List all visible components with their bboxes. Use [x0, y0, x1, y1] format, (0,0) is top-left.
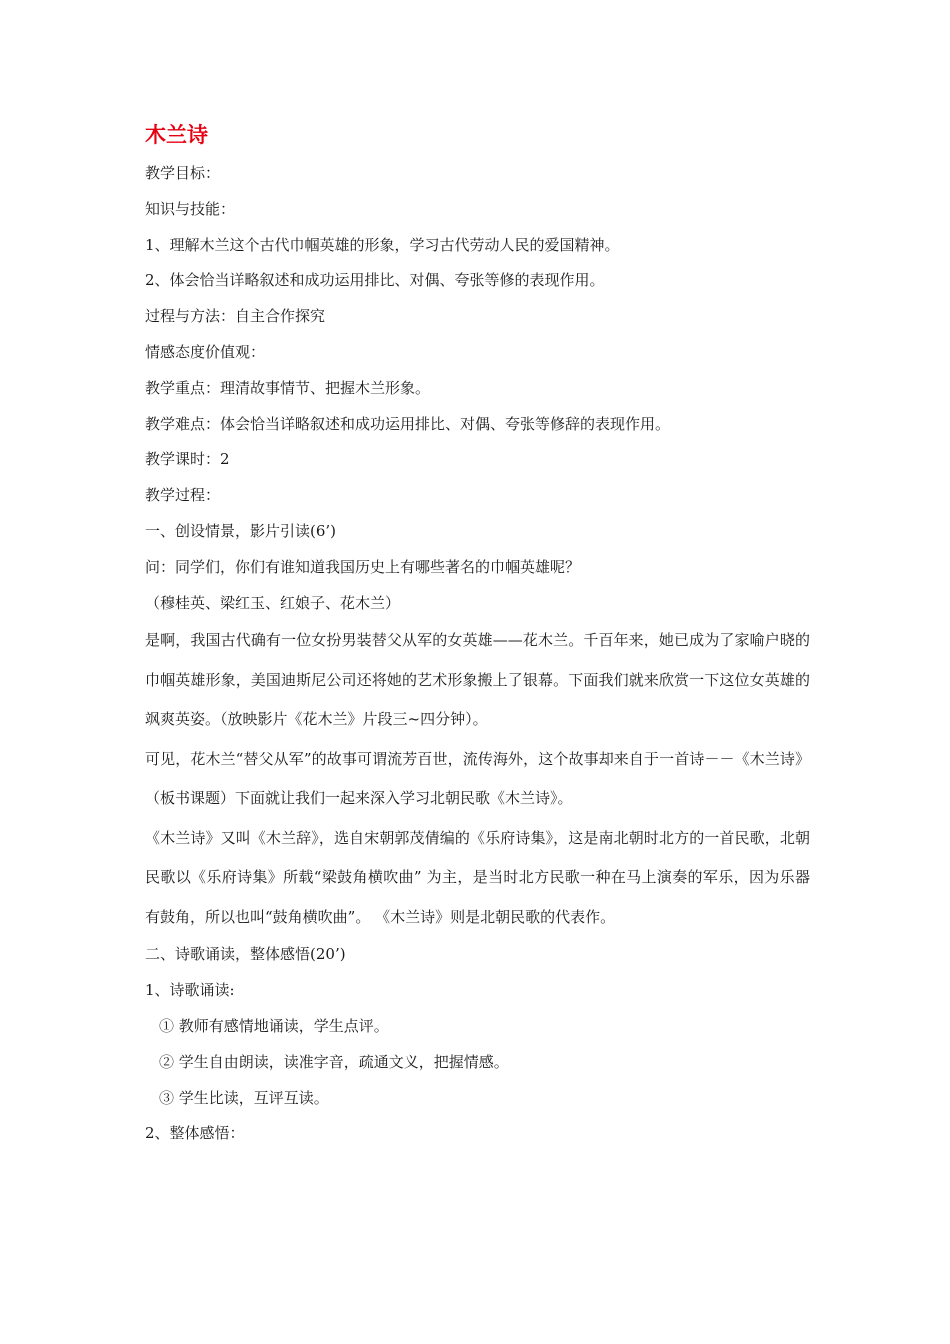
paragraph: 《木兰诗》又叫《木兰辞》，选自宋朝郭茂倩编的《乐府诗集》，这是南北朝时北方的一首民歌，北朝民歌以《乐府诗集》所载“梁鼓角横吹曲” 为主，是当时北方民歌一种在马上演奏的军乐，因为乐器有鼓角，所以也叫“鼓角横吹曲”。 《木兰诗》则是北朝民歌的代表作。: [145, 828, 810, 926]
section-heading: 二、诗歌诵读，整体感悟(20’): [145, 945, 346, 964]
document-body: [145, 118, 810, 1152]
step-item: ② 学生自由朗读，读准字音，疏通文义，把握情感。: [159, 1052, 509, 1071]
text-line: 教学目标：: [145, 164, 221, 182]
text-line: 知识与技能：: [145, 199, 236, 218]
text-line: 情感态度价值观：: [145, 342, 266, 361]
subsection-heading: 1、诗歌诵读:: [145, 981, 235, 1000]
step-item: ③ 学生比读，互评互读。: [159, 1088, 329, 1107]
step-item: ① 教师有感情地诵读，学生点评。: [159, 1016, 389, 1035]
text-line: 2、体会恰当详略叙述和成功运用排比、对偶、夸张等修的表现作用。: [145, 271, 605, 290]
document-title: 木兰诗: [145, 123, 208, 147]
text-line: 教学难点：体会恰当详略叙述和成功运用排比、对偶、夸张等修辞的表现作用。: [145, 414, 671, 433]
section-heading: 一、创设情景，影片引读(6’): [145, 521, 337, 540]
paragraph: 是啊，我国古代确有一位女扮男装替父从军的女英雄——花木兰。千百年来，她已成为了家喻户晓的巾帼英雄形象，美国迪斯尼公司还将她的艺术形象搬上了银幕。下面我们就来欣赏一下这位女英雄的飒爽英姿。（放映影片《花木兰》片段三~四分钟）。: [145, 631, 810, 729]
answer-line: （穆桂英、梁红玉、红娘子、花木兰）: [145, 593, 401, 612]
text-line: 过程与方法：自主合作探究: [145, 307, 326, 326]
question-line: 问：同学们，你们有谁知道我国历史上有哪些著名的巾帼英雄呢？: [145, 557, 581, 576]
text-line: 1、理解木兰这个古代巾帼英雄的形象，学习古代劳动人民的爱国精神。: [145, 235, 620, 254]
text-line: 教学课时：2: [145, 450, 230, 469]
text-line: 教学重点：理清故事情节、把握木兰形象。: [145, 378, 431, 397]
subsection-heading: 2、整体感悟：: [145, 1124, 245, 1143]
paragraph: 可见，花木兰“替父从军”的故事可谓流芳百世，流传海外，这个故事却来自于一首诗－－《木兰诗》（板书课题）下面就让我们一起来深入学习北朝民歌《木兰诗》。: [145, 749, 810, 808]
text-line: 教学过程：: [145, 486, 221, 505]
